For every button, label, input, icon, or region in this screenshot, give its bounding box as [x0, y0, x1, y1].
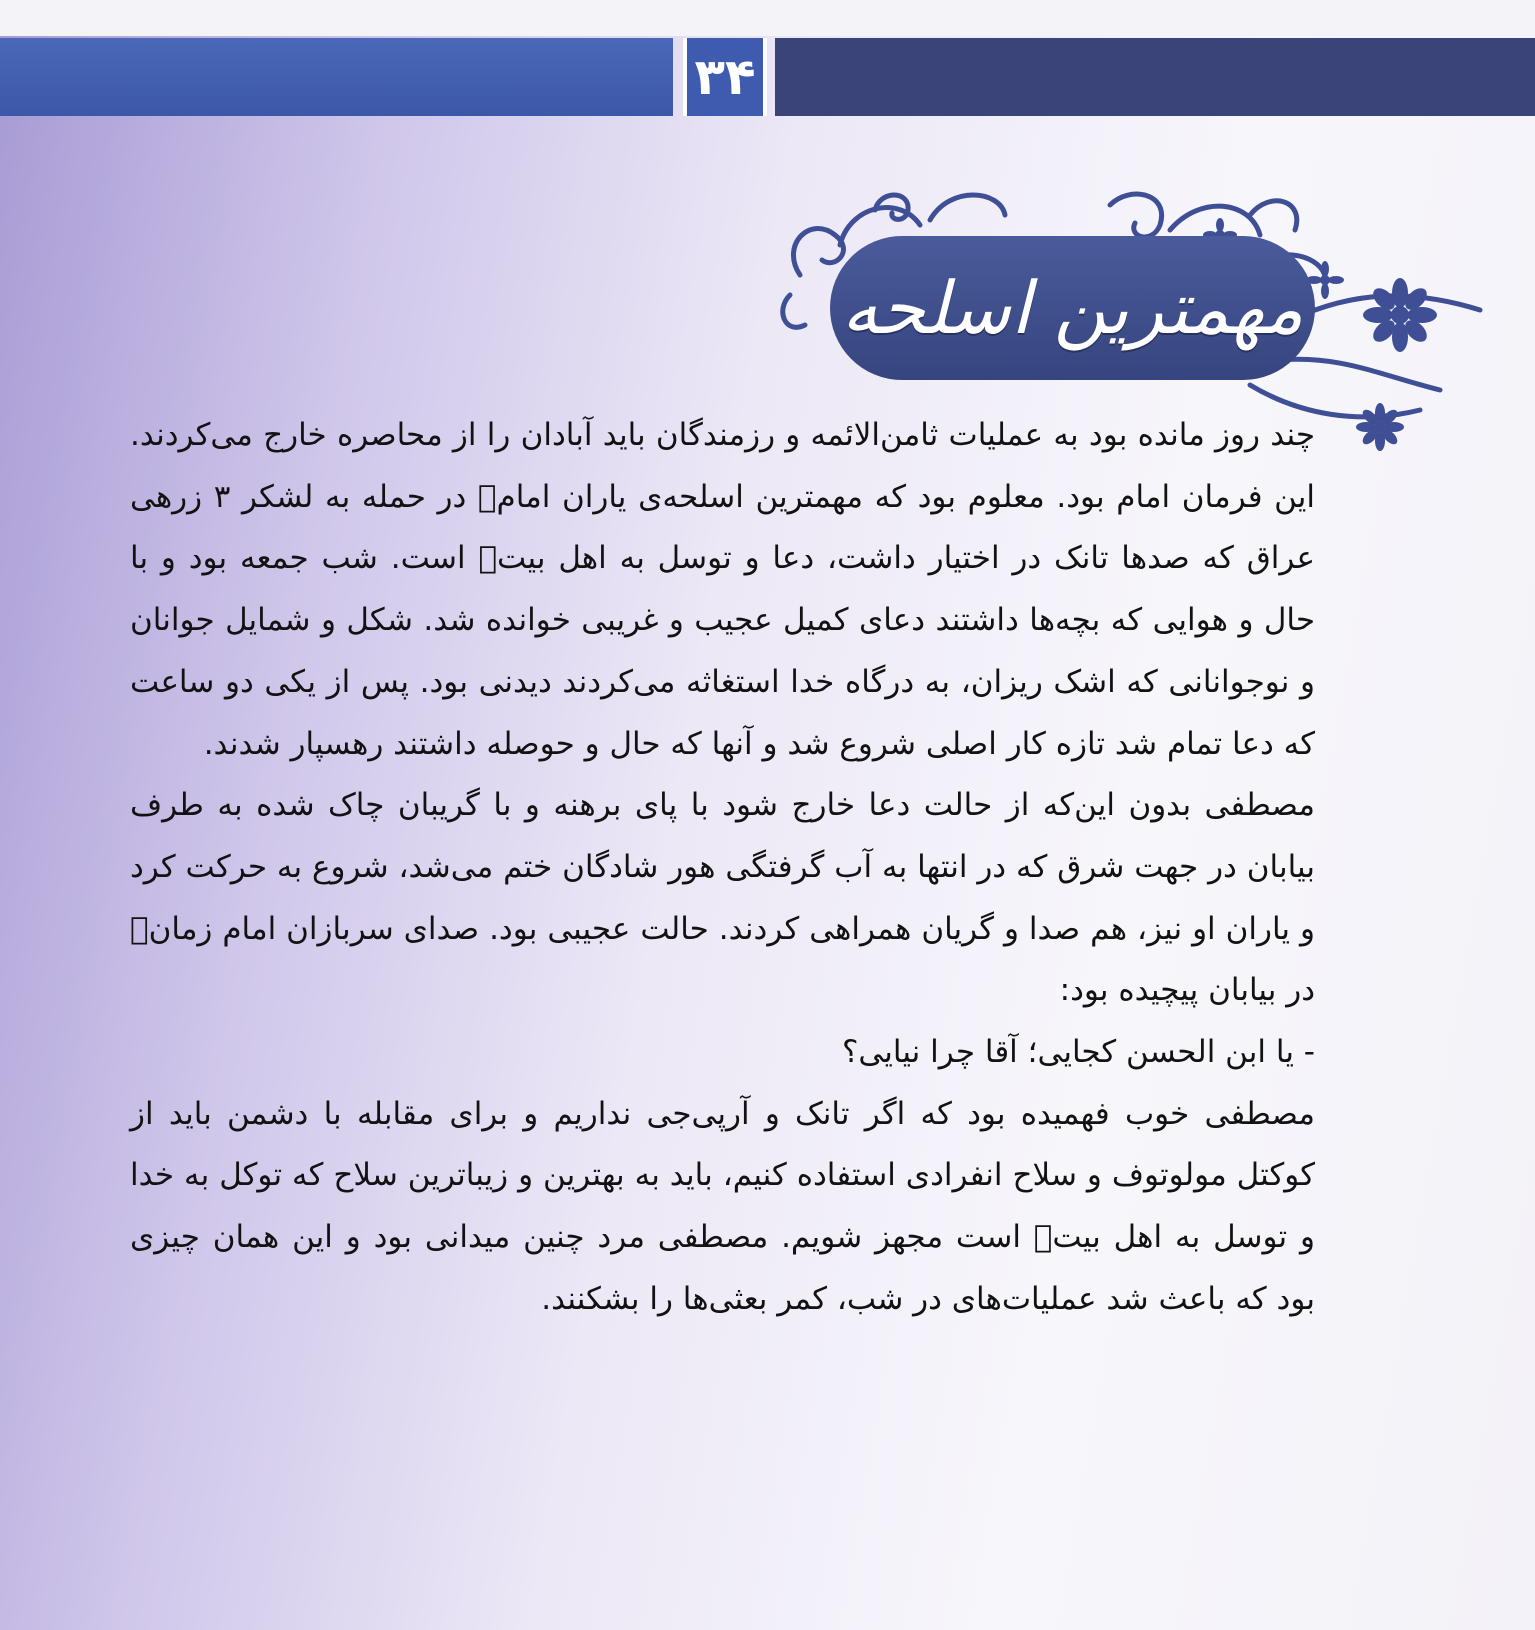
header-bar-right	[775, 38, 1535, 116]
paragraph-2: مصطفی بدون این‌که از حالت دعا خارج شود با پای برهنه و با گریبان چاک شده به طرف بیابان در جهت شرق که در انتها به آب گرفتگی هور شادگان ختم می‌شد، شروع به حرکت کرد و یاران او نیز، هم صدا و گریان همراهی کردند. حالت عجیبی بود. صدای سربازان امام زمان﷣ در بیابان پیچیده بود:	[130, 787, 1315, 1009]
paragraph-3: - یا ابن الحسن کجایی؛ آقا چرا نیایی؟	[841, 1034, 1315, 1071]
paragraph-1: چند روز مانده بود به عملیات ثامن‌الائمه و رزمندگان باید آبادان را از محاصره خارج می‌کردند. این فرمان امام بود. معلوم بود که مهمترین اسلحه‌ی یاران امام﷫ در حمله به لشکر ۳ زرهی عراق که صدها تانک در اختیار داشت، دعا و توسل به اهل بیت﷩ است. شب جمعه بود و با حال و هوایی که بچه‌ها داشتند دعای کمیل عجیب و غریبی خوانده شد. شکل و شمایل جوانان و نوجوانانی که اشک ریزان، به درگاه خدا استغاثه می‌کردند دیدنی بود. پس از یکی دو ساعت که دعا تمام شد تازه کار اصلی شروع شد و آنها که حال و حوصله داشتند رهسپار شدند.	[130, 417, 1315, 762]
header-bar-left	[0, 38, 673, 116]
top-margin	[0, 0, 1535, 36]
page-number: ۳۴	[683, 38, 767, 116]
page-title: مهمترین اسلحه	[841, 266, 1304, 350]
title-banner	[830, 236, 1315, 380]
article-body	[130, 405, 1315, 1331]
paragraph-4: مصطفی خوب فهمیده بود که اگر تانک و آرپی‌جی نداریم و برای مقابله با دشمن باید از کوکتل مولوتوف و سلاح انفرادی استفاده کنیم، باید به بهترین و زیباترین سلاح که توکل به خدا و توسل به اهل بیت﷩ است مجهز شویم. مصطفی مرد چنین میدانی بود و این همان چیزی بود که باعث شد عملیات‌های در شب، کمر بعثی‌ها را بشکنند.	[130, 1095, 1315, 1317]
